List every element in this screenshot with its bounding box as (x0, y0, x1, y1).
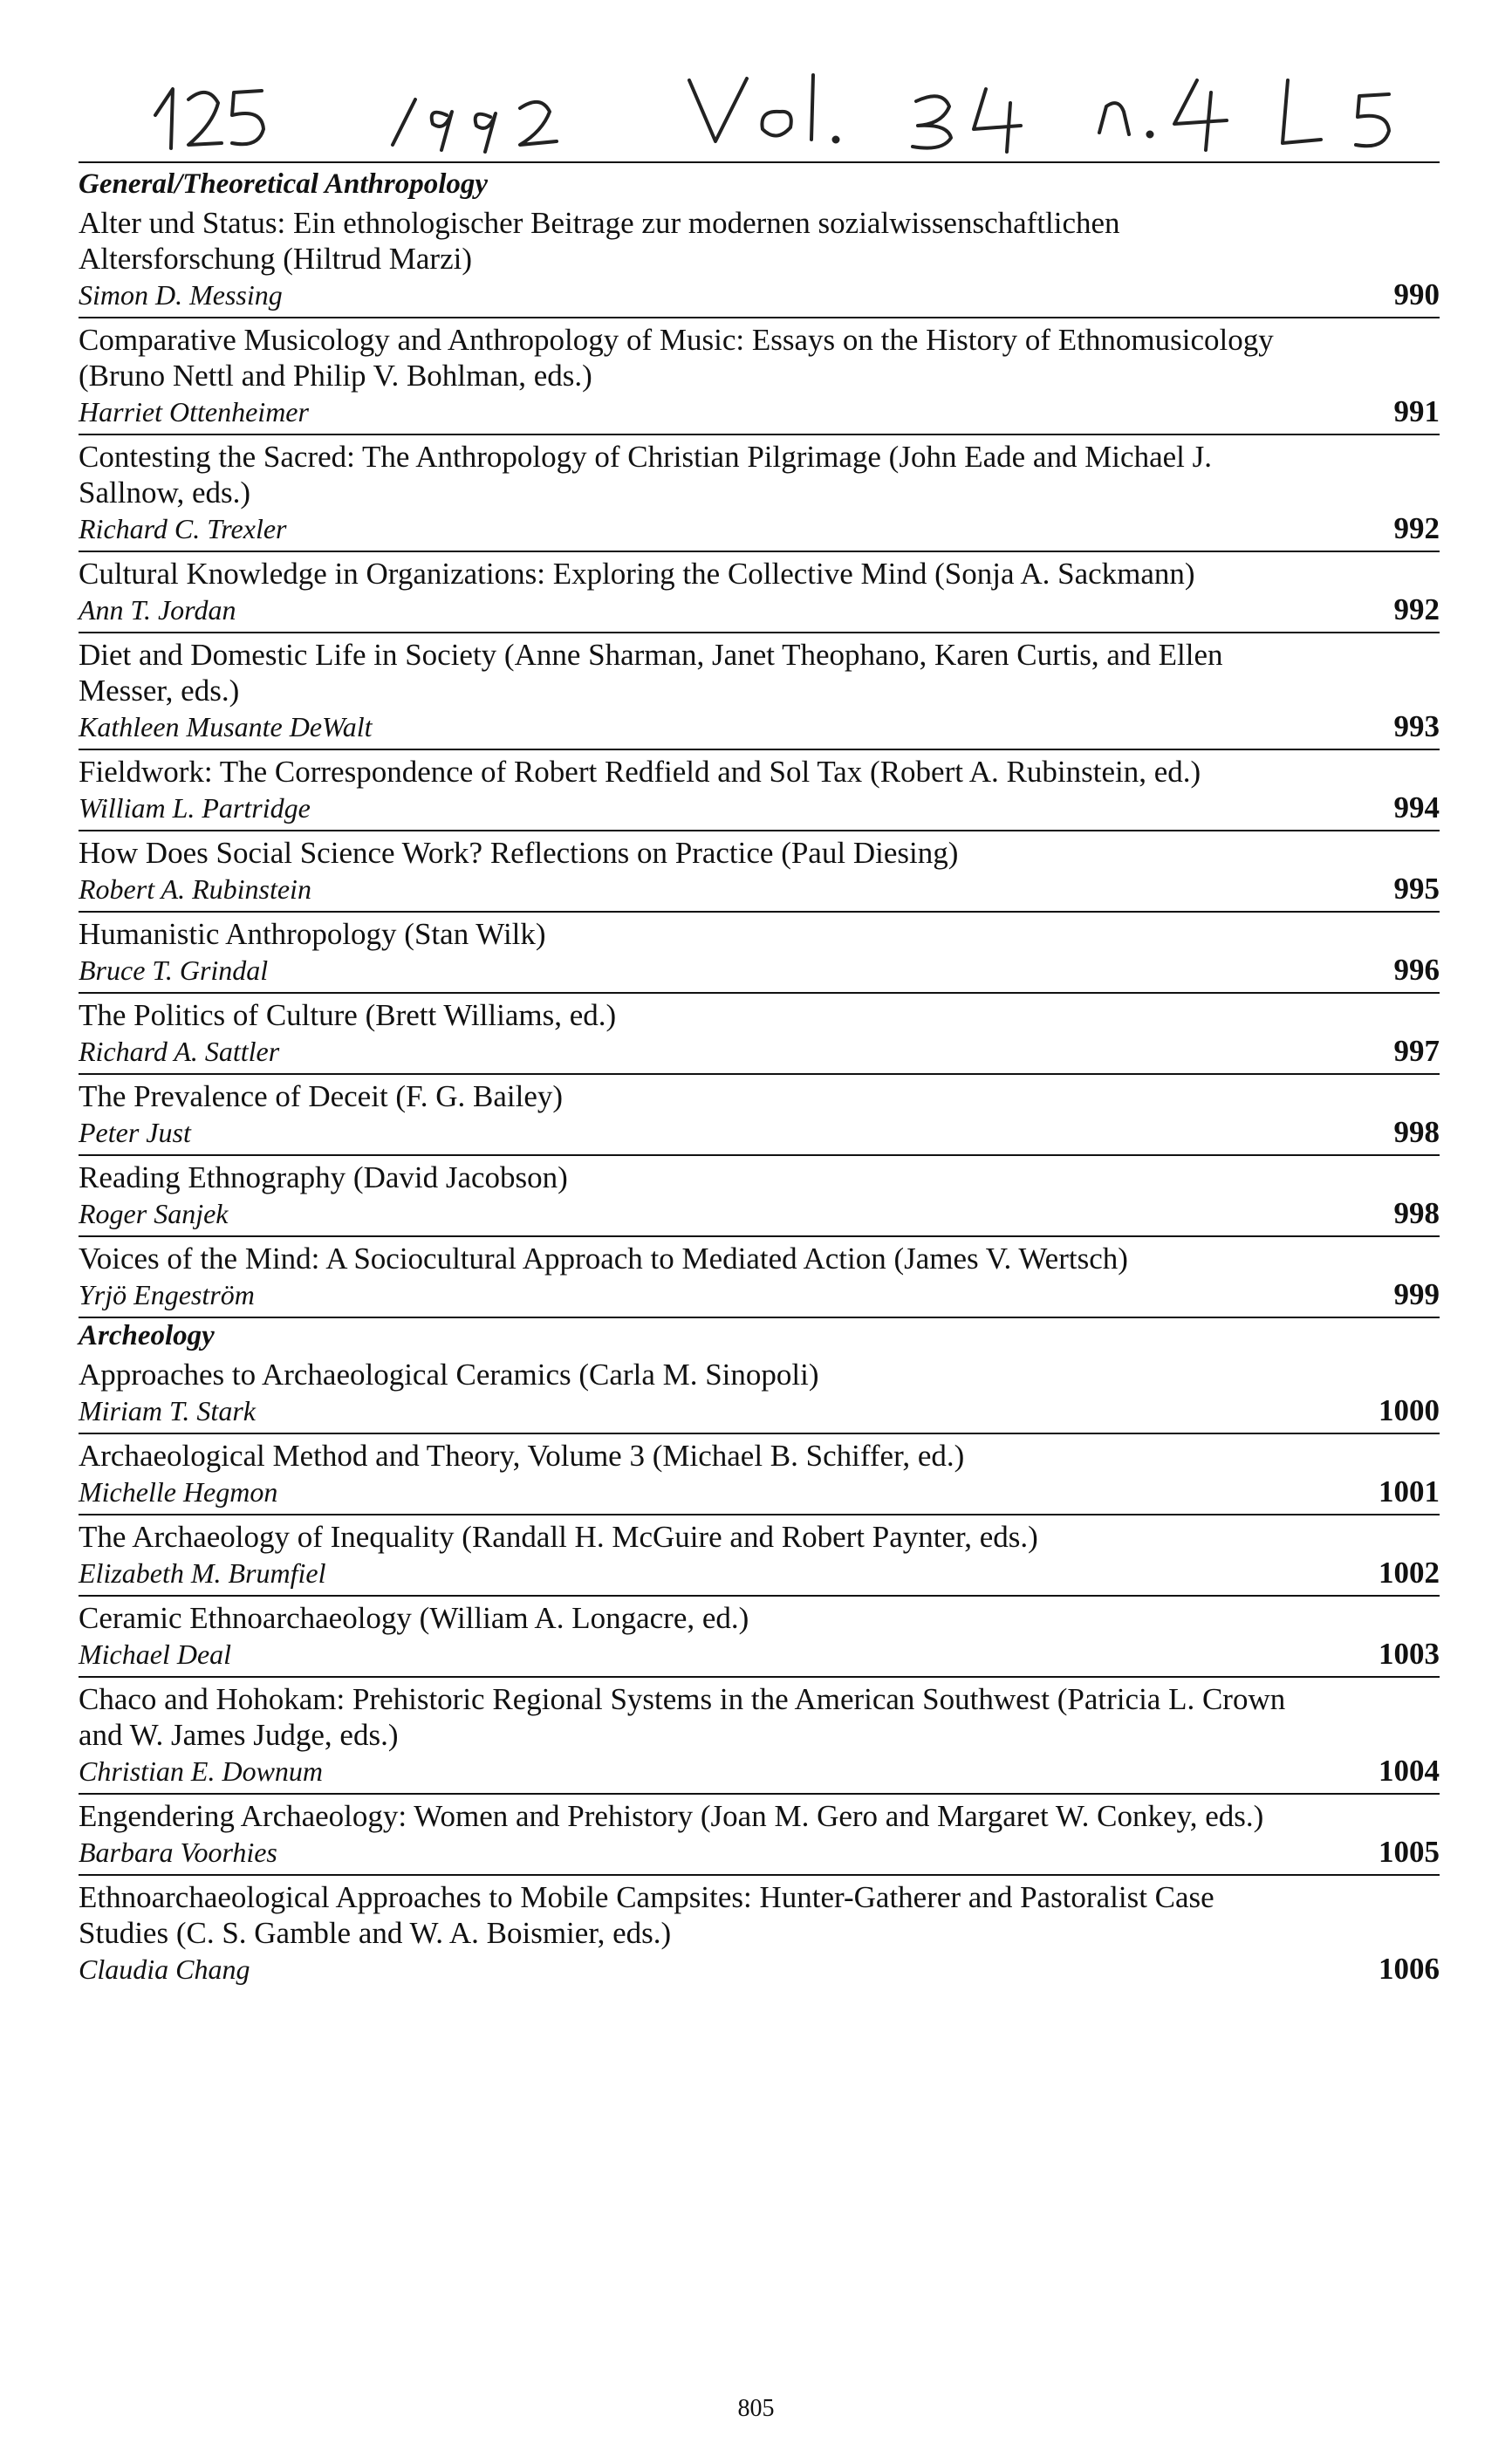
page-reference: 997 (1393, 1034, 1440, 1068)
book-title: Contesting the Sacred: The Anthropology of Christian Pilgrimage (John Eade and Michael J. Sallnow, eds.) (79, 440, 1212, 510)
reviewer-name: Michael Deal (79, 1638, 232, 1670)
toc-entry (79, 994, 1440, 1075)
reviewer-name: Kathleen Musante DeWalt (79, 711, 373, 742)
reviewer-name: Roger Sanjek (79, 1198, 229, 1229)
book-title: Chaco and Hohokam: Prehistoric Regional Systems in the American Southwest (Patricia L. Crown and W. James Judge, eds.) (79, 1682, 1286, 1752)
reviewer-line (79, 1033, 1440, 1070)
reviewer-line (79, 1636, 1440, 1673)
page-reference: 992 (1393, 592, 1440, 626)
page-reference: 1006 (1379, 1952, 1440, 1986)
table-of-contents (79, 161, 1440, 1991)
toc-entry (79, 202, 1440, 318)
reviewer-line (79, 1834, 1440, 1871)
reviewer-line (79, 1195, 1440, 1232)
reviewer-line (79, 952, 1440, 989)
book-title: Fieldwork: The Correspondence of Robert Redfield and Sol Tax (Robert A. Rubinstein, ed.) (79, 755, 1201, 789)
toc-entry (79, 1795, 1440, 1876)
reviewer-line (79, 1114, 1440, 1151)
toc-entry (79, 1434, 1440, 1515)
reviewer-name: Miriam T. Stark (79, 1395, 256, 1426)
page-reference: 992 (1393, 511, 1440, 545)
book-title: Approaches to Archaeological Ceramics (Carla M. Sinopoli) (79, 1358, 819, 1392)
reviewer-name: William L. Partridge (79, 792, 311, 824)
reviewer-line (79, 871, 1440, 907)
book-title: Ethnoarchaeological Approaches to Mobile Campsites: Hunter-Gatherer and Pastoralist Case Studies (C. S. Gamble and W. A. Boismier, eds.) (79, 1880, 1214, 1950)
reviewer-name: Yrjö Engeström (79, 1279, 255, 1310)
reviewer-name: Robert A. Rubinstein (79, 873, 311, 905)
reviewer-name: Bruce T. Grindal (79, 954, 269, 986)
book-title: Comparative Musicology and Anthropology of Music: Essays on the History of Ethnomusicology (Bruno Nettl and Philip V. Bohlman, eds.) (79, 323, 1274, 393)
reviewer-name: Elizabeth M. Brumfiel (79, 1557, 326, 1589)
reviewer-name: Michelle Hegmon (79, 1476, 278, 1508)
reviewer-line (79, 1555, 1440, 1591)
reviewer-line (79, 510, 1440, 547)
reviewer-name: Richard A. Sattler (79, 1036, 280, 1067)
book-title: Ceramic Ethnoarchaeology (William A. Longacre, ed.) (79, 1601, 749, 1635)
toc-entry (79, 1353, 1440, 1434)
reviewer-name: Peter Just (79, 1117, 191, 1148)
page-reference: 1000 (1379, 1393, 1440, 1427)
reviewer-line (79, 708, 1440, 745)
book-title: The Politics of Culture (Brett Williams, ed.) (79, 998, 617, 1032)
reviewer-name: Barbara Voorhies (79, 1837, 277, 1868)
page-reference: 998 (1393, 1196, 1440, 1230)
toc-entry (79, 1678, 1440, 1795)
reviewer-line (79, 1392, 1440, 1429)
toc-entry (79, 318, 1440, 435)
toc-entry (79, 1876, 1440, 1991)
reviewer-line (79, 393, 1440, 430)
toc-entry (79, 1597, 1440, 1678)
reviewer-line (79, 1753, 1440, 1789)
page-reference: 994 (1393, 790, 1440, 824)
page-reference: 996 (1393, 953, 1440, 987)
book-title: Reading Ethnography (David Jacobson) (79, 1160, 568, 1194)
book-title: How Does Social Science Work? Reflections on Practice (Paul Diesing) (79, 836, 959, 870)
book-title: Cultural Knowledge in Organizations: Exploring the Collective Mind (Sonja A. Sackmann) (79, 557, 1195, 591)
section-heading: General/Theoretical Anthropology (79, 168, 489, 200)
section-heading: Archeology (79, 1320, 215, 1351)
reviewer-name: Simon D. Messing (79, 279, 283, 311)
toc-entry (79, 633, 1440, 750)
toc-entry (79, 1515, 1440, 1597)
page-reference: 1004 (1379, 1754, 1440, 1788)
page-reference: 995 (1393, 872, 1440, 906)
toc-entry (79, 1237, 1440, 1318)
reviewer-name: Ann T. Jordan (79, 594, 236, 626)
page-number: 805 (737, 2395, 775, 2422)
reviewer-line (79, 1276, 1440, 1313)
top-rule (79, 161, 1440, 163)
book-title: Humanistic Anthropology (Stan Wilk) (79, 917, 546, 951)
page-reference: 998 (1393, 1115, 1440, 1149)
book-title: Voices of the Mind: A Sociocultural Approach to Mediated Action (James V. Wertsch) (79, 1242, 1128, 1276)
reviewer-line (79, 1951, 1440, 1987)
toc-entry (79, 913, 1440, 994)
book-title: The Prevalence of Deceit (F. G. Bailey) (79, 1079, 564, 1113)
book-title: Diet and Domestic Life in Society (Anne Sharman, Janet Theophano, Karen Curtis, and Ellen Messer, eds.) (79, 638, 1223, 708)
book-title: Alter und Status: Ein ethnologischer Beitrage zur modernen sozialwissenschaftlichen Altersforschung (Hiltrud Marzi) (79, 206, 1120, 276)
page-reference: 990 (1393, 277, 1440, 311)
page-reference: 1002 (1379, 1556, 1440, 1590)
reviewer-line (79, 277, 1440, 313)
book-title: Archaeological Method and Theory, Volume 3 (Michael B. Schiffer, ed.) (79, 1439, 965, 1473)
handwritten-annotation (131, 54, 1440, 159)
page-reference: 999 (1393, 1277, 1440, 1311)
toc-entry (79, 552, 1440, 633)
page-reference: 1001 (1379, 1474, 1440, 1508)
reviewer-line (79, 592, 1440, 628)
book-title: Engendering Archaeology: Women and Prehistory (Joan M. Gero and Margaret W. Conkey, eds.) (79, 1799, 1264, 1833)
reviewer-name: Richard C. Trexler (79, 513, 287, 544)
reviewer-name: Harriet Ottenheimer (79, 396, 309, 428)
page-reference: 1003 (1379, 1637, 1440, 1671)
toc-entry (79, 1075, 1440, 1156)
toc-entry (79, 435, 1440, 552)
reviewer-name: Claudia Chang (79, 1953, 250, 1985)
toc-entry (79, 831, 1440, 913)
handwritten-note-drawing (131, 54, 1440, 159)
reviewer-name: Christian E. Downum (79, 1755, 324, 1787)
toc-entry (79, 1156, 1440, 1237)
book-title: The Archaeology of Inequality (Randall H. McGuire and Robert Paynter, eds.) (79, 1520, 1038, 1554)
page-reference: 1005 (1379, 1835, 1440, 1869)
reviewer-line (79, 1474, 1440, 1510)
page-reference: 991 (1393, 394, 1440, 428)
toc-entry (79, 750, 1440, 831)
page-reference: 993 (1393, 709, 1440, 743)
reviewer-line (79, 790, 1440, 826)
